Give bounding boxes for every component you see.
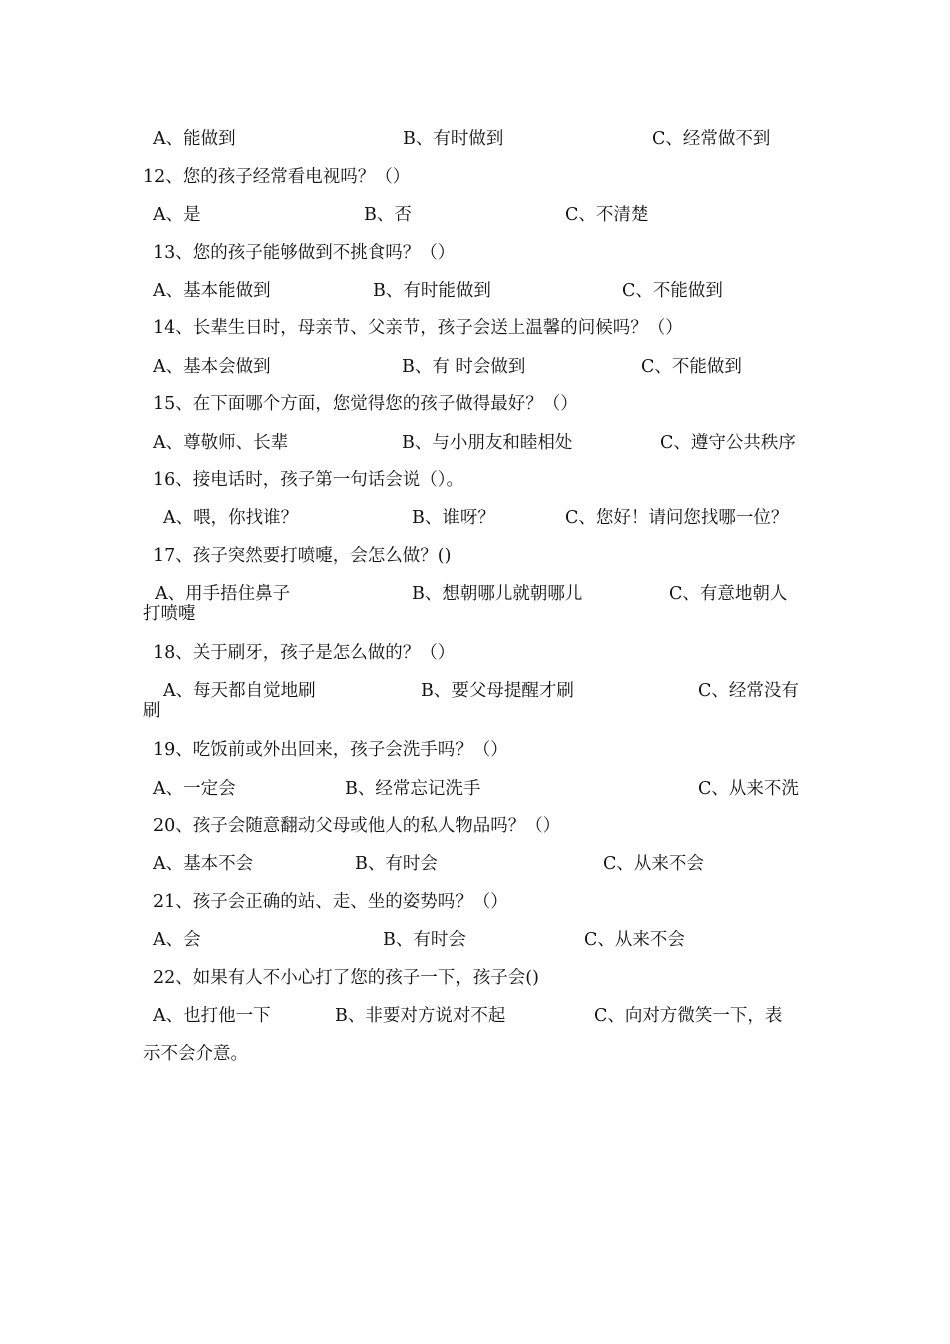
question-text: 15、在下面哪个方面，您觉得您的孩子做得最好？（） [153,394,578,414]
option-c: C、从来不洗 [698,779,799,799]
option-c: C、从来不会 [603,854,704,874]
question-text: 12、您的孩子经常看电视吗？（） [143,167,411,187]
option-c: C、遵守公共秩序 [660,433,796,453]
option-c: C、不清楚 [565,205,649,225]
option-continuation: 示不会介意。 [143,1044,248,1064]
option-b: B、与小朋友和睦相处 [402,433,573,453]
option-b: B、否 [364,205,412,225]
option-a: A、用手捂住鼻子 [155,584,291,604]
option-a: A、一定会 [153,779,236,799]
question-text: 20、孩子会随意翻动父母或他人的私人物品吗？（） [153,816,561,836]
option-b: B、要父母提醒才刷 [421,681,574,701]
option-c: C、不能做到 [622,281,723,301]
option-c: C、从来不会 [584,930,685,950]
option-b: B、谁呀？ [412,508,495,528]
option-a: A、也打他一下 [153,1006,271,1026]
option-a: A、是 [153,205,201,225]
option-a: A、会 [153,930,201,950]
option-c: C、您好！请问您找哪一位？ [565,508,789,528]
option-b: B、有时会 [383,930,466,950]
option-a: A、基本会做到 [153,357,271,377]
question-text: 16、接电话时，孩子第一句话会说（）。 [153,470,465,490]
question-text: 14、长辈生日时，母亲节、父亲节，孩子会送上温馨的问候吗？（） [153,318,683,338]
option-c: C、不能做到 [641,357,742,377]
option-c: C、向对方微笑一下，表 [594,1006,783,1026]
option-continuation: 打喷嚏 [143,604,196,624]
option-b: B、有 时会做到 [402,357,526,377]
option-a: A、尊敬师、长辈 [153,433,289,453]
option-a: A、能做到 [153,129,236,149]
question-text: 17、孩子突然要打喷嚏，会怎么做？() [153,546,452,566]
option-a: A、每天都自觉地刷 [163,681,316,701]
option-c: C、经常做不到 [652,129,771,149]
option-a: A、喂，你找谁？ [163,508,299,528]
question-text: 13、您的孩子能够做到不挑食吗？（） [153,243,456,263]
question-text: 21、孩子会正确的站、走、坐的姿势吗？（） [153,892,508,912]
question-text: 19、吃饭前或外出回来，孩子会洗手吗？（） [153,740,508,760]
question-text: 22、如果有人不小心打了您的孩子一下，孩子会() [153,968,539,988]
option-a: A、基本不会 [153,854,254,874]
option-b: B、经常忘记洗手 [345,779,481,799]
option-b: B、非要对方说对不起 [335,1006,506,1026]
option-b: B、有时能做到 [373,281,491,301]
option-b: B、有时会 [355,854,438,874]
option-b: B、有时做到 [403,129,504,149]
option-c: C、经常没有 [698,681,799,701]
option-c: C、有意地朝人 [669,584,788,604]
option-continuation: 刷 [143,701,161,721]
question-text: 18、关于刷牙，孩子是怎么做的？（） [153,643,456,663]
option-a: A、基本能做到 [153,281,271,301]
option-b: B、想朝哪儿就朝哪儿 [412,584,583,604]
